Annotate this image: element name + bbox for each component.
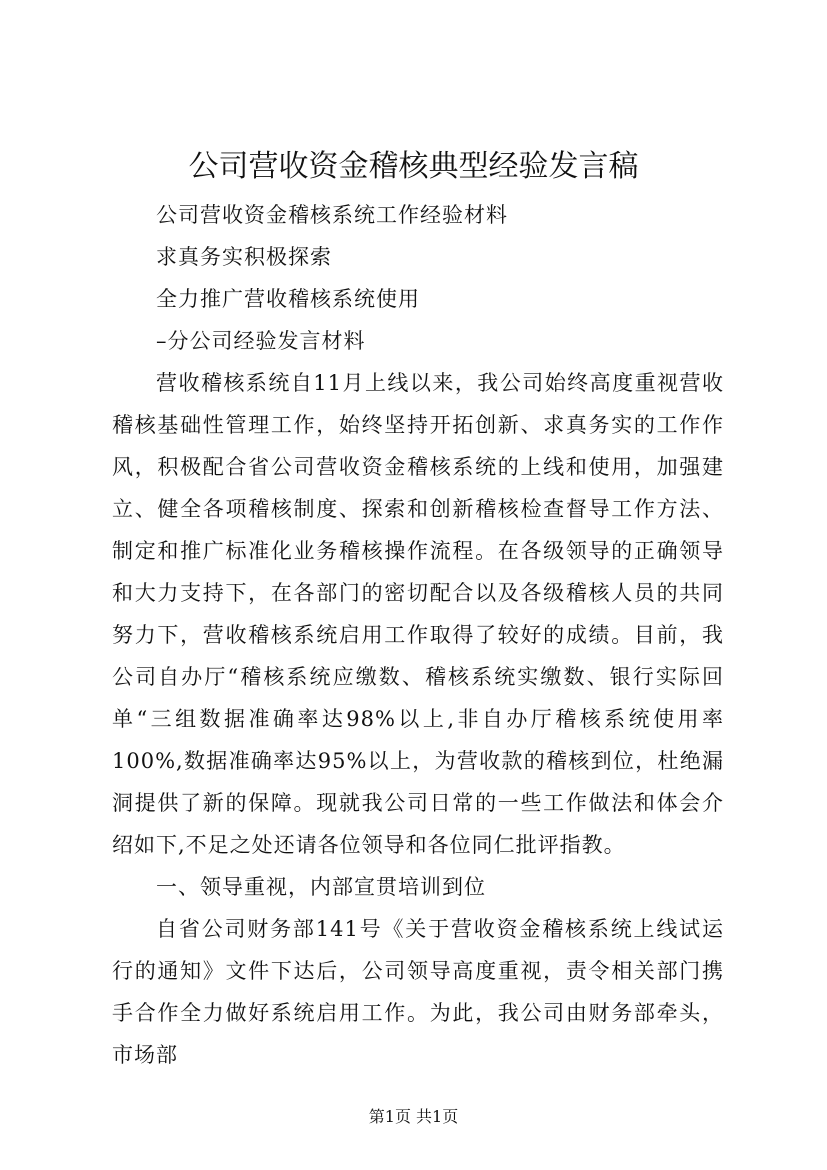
subtitle-line: 求真务实积极探索 (156, 245, 332, 269)
section-heading: 一、领导重视，内部宣贯培训到位 (156, 875, 486, 899)
document-body (112, 194, 724, 1076)
subtitle-line: –分公司经验发言材料 (156, 329, 366, 353)
page-footer: 第1页 共1页 (368, 1107, 459, 1126)
subtitle-line: 公司营收资金稽核系统工作经验材料 (156, 203, 508, 227)
subtitle-line: 全力推广营收稽核系统使用 (156, 287, 420, 311)
body-paragraph: 自省公司财务部141号《关于营收资金稽核系统上线试运行的通知》文件下达后，公司领导高度重视，责令相关部门携手合作全力做好系统启用工作。为此，我公司由财务部牵头，市场部 (112, 917, 724, 1067)
body-paragraph: 营收稽核系统自11月上线以来，我公司始终高度重视营收稽核基础性管理工作，始终坚持开拓创新、求真务实的工作作风，积极配合省公司营收资金稽核系统的上线和使用，加强建立、健全各项稽核制度、探索和创新稽核检查督导工作方法、制定和推广标准化业务稽核操作流程。在各级领导的正确领导和大力支持下，在各部门的密切配合以及各级稽核人员的共同努力下，营收稽核系统启用工作取得了较好的成绩。目前，我公司自办厅“稽核系统应缴数、稽核系统实缴数、银行实际回单“三组数据准确率达98%以上,非自办厅稽核系统使用率100%,数据准确率达95%以上，为营收款的稽核到位，杜绝漏洞提供了新的保障。现就我公司日常的一些工作做法和体会介绍如下,不足之处还请各位领导和各位同仁批评指教。 (112, 371, 724, 857)
document-title: 公司营收资金稽核典型经验发言稿 (188, 149, 639, 184)
